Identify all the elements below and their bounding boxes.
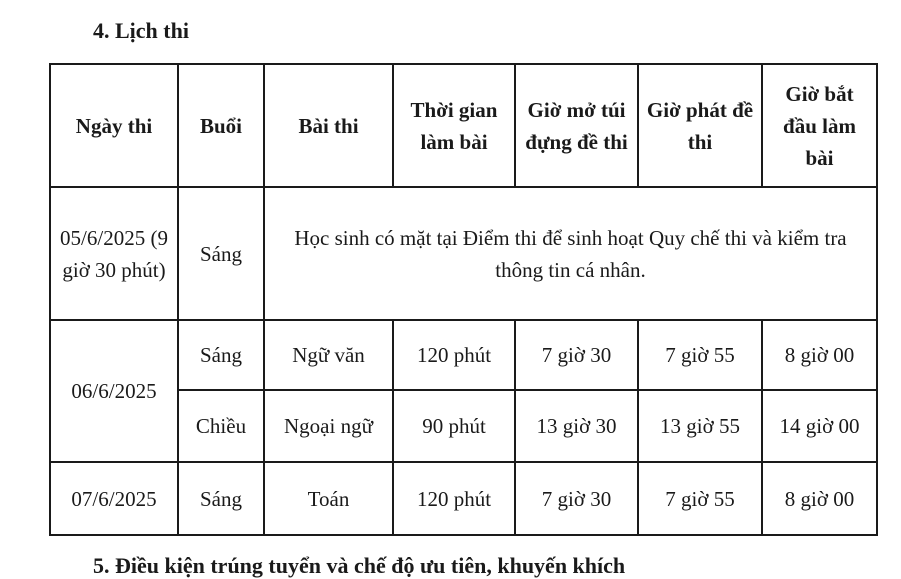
- cell-date: 07/6/2025: [50, 462, 178, 535]
- header-open-bag-time: Giờ mở túi đựng đề thi: [515, 64, 638, 187]
- cell-distribute-time: 7 giờ 55: [638, 320, 762, 390]
- header-subject: Bài thi: [264, 64, 393, 187]
- table-header-row: [50, 64, 877, 187]
- cell-session: Sáng: [178, 187, 264, 320]
- cell-distribute-time: 7 giờ 55: [638, 462, 762, 535]
- cell-start-time: 8 giờ 00: [762, 320, 877, 390]
- cell-distribute-time: 13 giờ 55: [638, 390, 762, 462]
- cell-open-bag-time: 13 giờ 30: [515, 390, 638, 462]
- cell-open-bag-time: 7 giờ 30: [515, 462, 638, 535]
- cell-open-bag-time: 7 giờ 30: [515, 320, 638, 390]
- section-title: 4. Lịch thi: [93, 18, 189, 43]
- table-row: [50, 320, 877, 390]
- cell-start-time: 8 giờ 00: [762, 462, 877, 535]
- cell-session: Sáng: [178, 320, 264, 390]
- exam-schedule-table: [49, 63, 878, 536]
- table-row: [50, 462, 877, 535]
- table-row: [50, 187, 877, 320]
- cell-session: Sáng: [178, 462, 264, 535]
- cell-date: 05/6/2025 (9 giờ 30 phút): [50, 187, 178, 320]
- header-duration: Thời gian làm bài: [393, 64, 515, 187]
- cell-session: Chiều: [178, 390, 264, 462]
- next-section-title: 5. Điều kiện trúng tuyển và chế độ ưu tiên, khuyến khích: [93, 553, 626, 578]
- cell-subject: Toán: [264, 462, 393, 535]
- cell-date: 06/6/2025: [50, 320, 178, 462]
- header-start-time: Giờ bắt đầu làm bài: [762, 64, 877, 187]
- cell-duration: 120 phút: [393, 320, 515, 390]
- header-distribute-time: Giờ phát đề thi: [638, 64, 762, 187]
- header-session: Buổi: [178, 64, 264, 187]
- header-exam-date: Ngày thi: [50, 64, 178, 187]
- cell-duration: 90 phút: [393, 390, 515, 462]
- cell-start-time: 14 giờ 00: [762, 390, 877, 462]
- cell-subject: Ngoại ngữ: [264, 390, 393, 462]
- cell-orientation-note: Học sinh có mặt tại Điểm thi để sinh hoạt Quy chế thi và kiểm tra thông tin cá nhân.: [264, 187, 877, 320]
- cell-duration: 120 phút: [393, 462, 515, 535]
- cell-subject: Ngữ văn: [264, 320, 393, 390]
